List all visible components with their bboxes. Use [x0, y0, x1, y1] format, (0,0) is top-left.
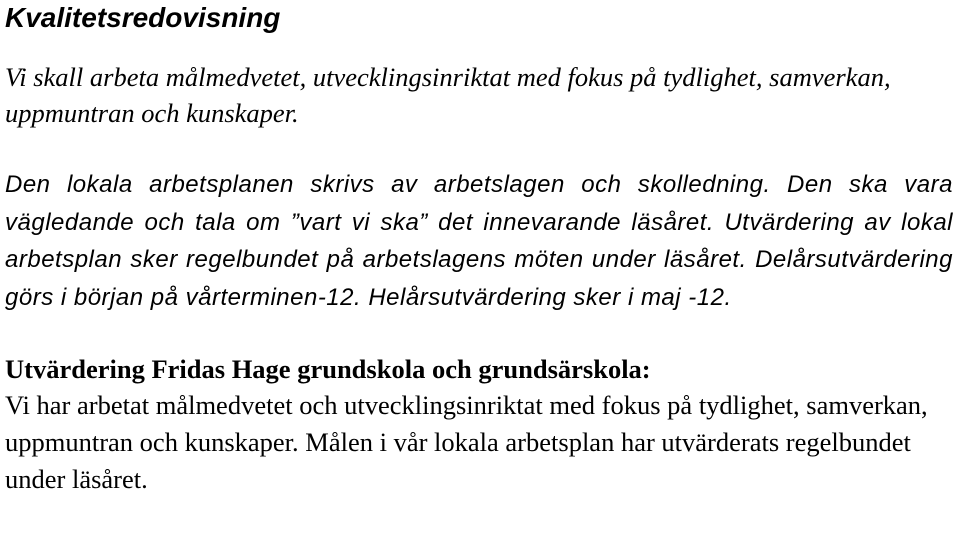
- goal-paragraph: Vi skall arbeta målmedvetet, utvecklingsinriktat med fokus på tydlighet, samverkan, uppmuntran och kunskaper.: [5, 62, 891, 128]
- page-title: Kvalitetsredovisning: [5, 2, 281, 33]
- document-page: [5, 0, 953, 498]
- evaluation-heading: Utvärdering Fridas Hage grundskola och grundsärskola:: [5, 354, 651, 384]
- work-plan-paragraph: Den lokala arbetsplanen skrivs av arbetslagen och skolledning. Den ska vara vägledande och tala om ”vart vi ska” det innevarande läsåret. Utvärdering av lokal arbetsplan sker regelbundet på arbetslagens möten under läsåret. Delårsutvärdering görs i början på vårterminen-12. Helårsutvärdering sker i maj -12.: [5, 171, 953, 311]
- evaluation-paragraph: Vi har arbetat målmedvetet och utvecklingsinriktat med fokus på tydlighet, samverkan, uppmuntran och kunskaper. Målen i vår lokala arbetsplan har utvärderats regelbundet under läsåret.: [5, 390, 928, 494]
